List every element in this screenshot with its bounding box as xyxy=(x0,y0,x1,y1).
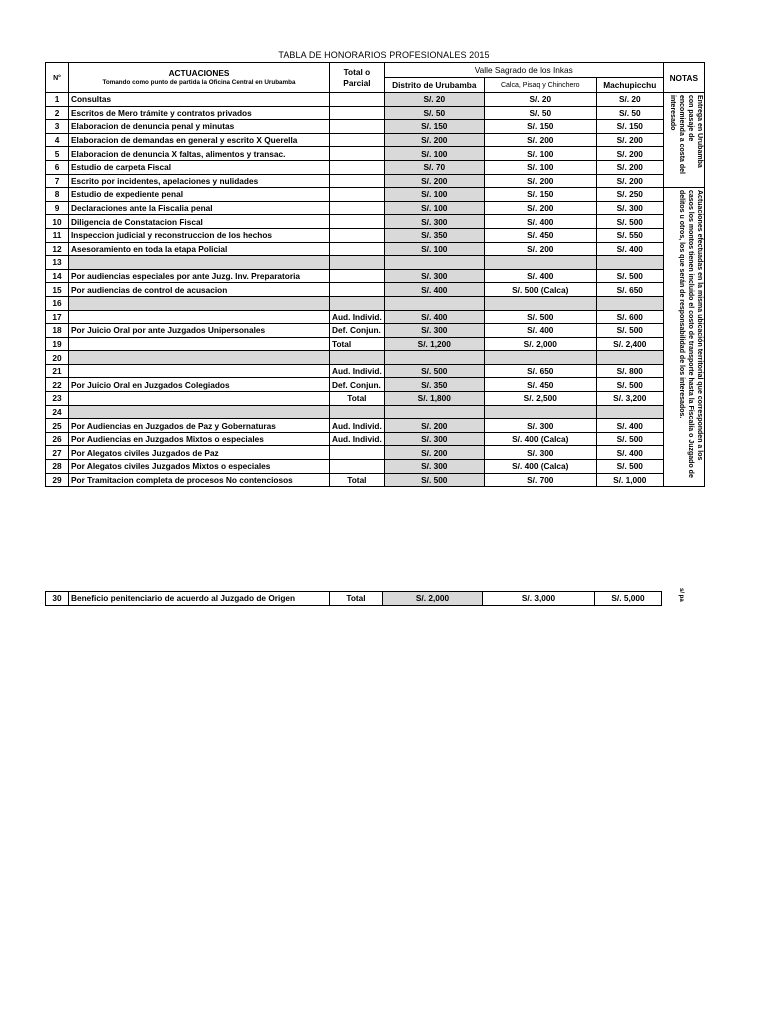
row-distrito-amount: S/. 350 xyxy=(384,378,484,392)
row-machu-amount: S/. 250 xyxy=(596,188,663,202)
row-description: Diligencia de Constatacion Fiscal xyxy=(69,215,330,229)
row-partial xyxy=(330,174,385,188)
row-number: 6 xyxy=(46,160,69,174)
row-distrito-amount: S/. 1,800 xyxy=(384,392,484,406)
table-row xyxy=(46,160,705,174)
row-description: Por Alegatos civiles Juzgados Mixtos o especiales xyxy=(69,460,330,474)
row-machu-amount: S/. 500 xyxy=(596,432,663,446)
row-description: Asesoramiento en toda la etapa Policial xyxy=(69,242,330,256)
row-description: Escrito por incidentes, apelaciones y nulidades xyxy=(69,174,330,188)
row-calca-amount: S/. 200 xyxy=(484,242,596,256)
row-calca-amount xyxy=(484,256,596,270)
row-machu-amount: S/. 200 xyxy=(596,160,663,174)
row-number: 7 xyxy=(46,174,69,188)
row-distrito-amount: S/. 2,000 xyxy=(383,592,483,606)
table-row xyxy=(46,419,705,433)
row-description xyxy=(69,364,330,378)
row-number: 4 xyxy=(46,133,69,147)
row-distrito-amount: S/. 20 xyxy=(384,93,484,107)
row-description: Consultas xyxy=(69,93,330,107)
row-partial xyxy=(330,351,385,365)
row-partial xyxy=(330,133,385,147)
header-actuaciones xyxy=(69,63,330,93)
row-partial: Aud. Individ. xyxy=(330,310,385,324)
row-number: 26 xyxy=(46,432,69,446)
row-description: Por Audiencias en Juzgados de Paz y Gobernaturas xyxy=(69,419,330,433)
row-number: 25 xyxy=(46,419,69,433)
header-notas: NOTAS xyxy=(663,63,704,93)
row-number: 8 xyxy=(46,188,69,202)
header-actuaciones-label: ACTUACIONES xyxy=(168,67,230,78)
table-row xyxy=(46,283,705,297)
row-number: 24 xyxy=(46,405,69,419)
row-distrito-amount: S/. 300 xyxy=(384,324,484,338)
row-calca-amount: S/. 20 xyxy=(484,93,596,107)
row-machu-amount: S/. 400 xyxy=(596,419,663,433)
row-description: Por Juicio Oral en Juzgados Colegiados xyxy=(69,378,330,392)
row-machu-amount: S/. 400 xyxy=(596,446,663,460)
notes-text: Entrega en Urubamba con pasaje de encomienda a costa del interesado xyxy=(668,95,703,174)
row-description: Elaboracion de denuncia X faltas, alimentos y transac. xyxy=(69,147,330,161)
header-distrito: Distrito de Urubamba xyxy=(384,78,484,93)
row-machu-amount: S/. 400 xyxy=(596,242,663,256)
row-number: 30 xyxy=(46,592,69,606)
row-distrito-amount xyxy=(384,351,484,365)
row-partial xyxy=(330,269,385,283)
row-partial xyxy=(330,256,385,270)
header-calca: Calca, Pisaq y Chinchero xyxy=(484,78,596,93)
row-distrito-amount xyxy=(384,296,484,310)
row-calca-amount: S/. 650 xyxy=(484,364,596,378)
row-partial xyxy=(330,215,385,229)
row-calca-amount: S/. 300 xyxy=(484,419,596,433)
row-partial xyxy=(330,106,385,120)
row-partial xyxy=(330,120,385,134)
row-distrito-amount: S/. 100 xyxy=(384,201,484,215)
row-number: 2 xyxy=(46,106,69,120)
row-machu-amount: S/. 500 xyxy=(596,324,663,338)
row-calca-amount: S/. 700 xyxy=(484,473,596,487)
row-distrito-amount: S/. 300 xyxy=(384,432,484,446)
row-partial: Def. Conjun. xyxy=(330,378,385,392)
header-total-parcial: Total o Parcial xyxy=(330,63,385,93)
row-number: 28 xyxy=(46,460,69,474)
table-row xyxy=(46,256,705,270)
row-number: 14 xyxy=(46,269,69,283)
row-description: Por Tramitacion completa de procesos No contenciosos xyxy=(69,473,330,487)
row-partial: Aud. Individ. xyxy=(330,364,385,378)
row-description: Escritos de Mero trámite y contratos privados xyxy=(69,106,330,120)
header-number: N° xyxy=(46,63,69,93)
table-row xyxy=(46,242,705,256)
fees-table-row-30 xyxy=(45,591,662,606)
row-description: Por audiencias especiales por ante Juzg. Inv. Preparatoria xyxy=(69,269,330,283)
table-row xyxy=(46,378,705,392)
row-number: 12 xyxy=(46,242,69,256)
row-distrito-amount: S/. 350 xyxy=(384,228,484,242)
row-partial xyxy=(330,188,385,202)
row-calca-amount xyxy=(484,351,596,365)
table-row xyxy=(46,432,705,446)
header-actuaciones-sub: Tomando como punto de partida la Oficina Central en Urubamba xyxy=(102,78,296,86)
table-row xyxy=(46,310,705,324)
row-partial xyxy=(330,405,385,419)
row-machu-amount: S/. 200 xyxy=(596,133,663,147)
row-partial: Total xyxy=(330,473,385,487)
row-description: Por Alegatos civiles Juzgados de Paz xyxy=(69,446,330,460)
row-description: Estudio de carpeta Fiscal xyxy=(69,160,330,174)
table-row xyxy=(46,215,705,229)
header-valle: Valle Sagrado de los Inkas xyxy=(384,63,663,78)
row-partial xyxy=(330,283,385,297)
row-machu-amount: S/. 5,000 xyxy=(595,592,662,606)
row-number: 16 xyxy=(46,296,69,310)
row-machu-amount: S/. 600 xyxy=(596,310,663,324)
table-row xyxy=(46,147,705,161)
row-distrito-amount: S/. 70 xyxy=(384,160,484,174)
row-distrito-amount: S/. 400 xyxy=(384,310,484,324)
row-distrito-amount: S/. 1,200 xyxy=(384,337,484,351)
row-description xyxy=(69,256,330,270)
table-row xyxy=(46,460,705,474)
row-calca-amount: S/. 400 (Calca) xyxy=(484,460,596,474)
page-title: TABLA DE HONORARIOS PROFESIONALES 2015 xyxy=(278,50,490,60)
row-description: Elaboracion de demandas en general y escrito X Querella xyxy=(69,133,330,147)
table-row xyxy=(46,473,705,487)
table-row xyxy=(46,392,705,406)
row-machu-amount xyxy=(596,351,663,365)
table-row xyxy=(46,228,705,242)
row-partial xyxy=(330,147,385,161)
row-calca-amount: S/. 400 (Calca) xyxy=(484,432,596,446)
row-partial: Total xyxy=(330,592,383,606)
row-machu-amount: S/. 50 xyxy=(596,106,663,120)
row-description: Inspeccion judicial y reconstruccion de los hechos xyxy=(69,228,330,242)
row-number: 18 xyxy=(46,324,69,338)
row-number: 20 xyxy=(46,351,69,365)
row-partial: Total xyxy=(330,337,385,351)
row-description xyxy=(69,351,330,365)
row-calca-amount: S/. 2,000 xyxy=(484,337,596,351)
row-number: 15 xyxy=(46,283,69,297)
table-row xyxy=(46,93,705,107)
row-machu-amount xyxy=(596,256,663,270)
row-calca-amount: S/. 400 xyxy=(484,324,596,338)
row-distrito-amount: S/. 150 xyxy=(384,120,484,134)
table-row xyxy=(46,405,705,419)
row-number: 27 xyxy=(46,446,69,460)
row-distrito-amount: S/. 200 xyxy=(384,174,484,188)
row-number: 21 xyxy=(46,364,69,378)
table-row xyxy=(46,120,705,134)
fees-table xyxy=(45,62,705,487)
notes-group-1 xyxy=(663,93,704,188)
row-partial xyxy=(330,201,385,215)
table-row xyxy=(46,592,662,606)
row-machu-amount: S/. 800 xyxy=(596,364,663,378)
row-distrito-amount xyxy=(384,256,484,270)
row-description: Por Juicio Oral por ante Juzgados Unipersonales xyxy=(69,324,330,338)
row-machu-amount: S/. 200 xyxy=(596,147,663,161)
row-number: 19 xyxy=(46,337,69,351)
row-partial: Aud. Individ. xyxy=(330,419,385,433)
row-machu-amount: S/. 150 xyxy=(596,120,663,134)
table-row xyxy=(46,351,705,365)
notes-group-2 xyxy=(663,188,704,487)
row-calca-amount: S/. 450 xyxy=(484,228,596,242)
row-machu-amount: S/. 500 xyxy=(596,378,663,392)
row-partial xyxy=(330,296,385,310)
table-row xyxy=(46,269,705,283)
row30-note: s/ pa xyxy=(678,588,684,602)
row-distrito-amount: S/. 500 xyxy=(384,364,484,378)
row-description xyxy=(69,296,330,310)
row-calca-amount: S/. 400 xyxy=(484,215,596,229)
row-machu-amount: S/. 20 xyxy=(596,93,663,107)
row-number: 9 xyxy=(46,201,69,215)
row-machu-amount: S/. 2,400 xyxy=(596,337,663,351)
table-row xyxy=(46,188,705,202)
row-partial: Def. Conjun. xyxy=(330,324,385,338)
row-machu-amount: S/. 550 xyxy=(596,228,663,242)
row-calca-amount: S/. 500 (Calca) xyxy=(484,283,596,297)
row-description xyxy=(69,405,330,419)
row-calca-amount: S/. 150 xyxy=(484,188,596,202)
row-number: 5 xyxy=(46,147,69,161)
row-number: 13 xyxy=(46,256,69,270)
row-distrito-amount: S/. 300 xyxy=(384,215,484,229)
row-number: 29 xyxy=(46,473,69,487)
row-calca-amount: S/. 3,000 xyxy=(483,592,595,606)
row-distrito-amount: S/. 200 xyxy=(384,446,484,460)
row-distrito-amount: S/. 100 xyxy=(384,147,484,161)
row-distrito-amount: S/. 500 xyxy=(384,473,484,487)
row-partial xyxy=(330,242,385,256)
table-row xyxy=(46,296,705,310)
row-machu-amount: S/. 3,200 xyxy=(596,392,663,406)
row-description xyxy=(69,337,330,351)
row-partial xyxy=(330,446,385,460)
row-partial xyxy=(330,228,385,242)
row-distrito-amount: S/. 50 xyxy=(384,106,484,120)
row-machu-amount xyxy=(596,296,663,310)
row-distrito-amount: S/. 300 xyxy=(384,460,484,474)
row-distrito-amount: S/. 200 xyxy=(384,133,484,147)
row-machu-amount: S/. 1,000 xyxy=(596,473,663,487)
row-partial xyxy=(330,460,385,474)
row-distrito-amount: S/. 100 xyxy=(384,188,484,202)
row-description xyxy=(69,310,330,324)
row-calca-amount: S/. 500 xyxy=(484,310,596,324)
table-row xyxy=(46,324,705,338)
row-calca-amount: S/. 100 xyxy=(484,160,596,174)
row-number: 23 xyxy=(46,392,69,406)
row-description: Declaraciones ante la Fiscalia penal xyxy=(69,201,330,215)
row-number: 10 xyxy=(46,215,69,229)
row-calca-amount: S/. 200 xyxy=(484,174,596,188)
row-calca-amount: S/. 450 xyxy=(484,378,596,392)
table-row xyxy=(46,446,705,460)
row-distrito-amount: S/. 200 xyxy=(384,419,484,433)
row-calca-amount: S/. 300 xyxy=(484,446,596,460)
row-calca-amount: S/. 200 xyxy=(484,201,596,215)
row-machu-amount: S/. 500 xyxy=(596,215,663,229)
row-calca-amount xyxy=(484,296,596,310)
table-row xyxy=(46,133,705,147)
row-distrito-amount: S/. 400 xyxy=(384,283,484,297)
row-machu-amount: S/. 650 xyxy=(596,283,663,297)
row-number: 17 xyxy=(46,310,69,324)
row-machu-amount xyxy=(596,405,663,419)
row-number: 11 xyxy=(46,228,69,242)
row-distrito-amount xyxy=(384,405,484,419)
row-calca-amount: S/. 50 xyxy=(484,106,596,120)
row-calca-amount: S/. 2,500 xyxy=(484,392,596,406)
row-machu-amount: S/. 200 xyxy=(596,174,663,188)
row-machu-amount: S/. 300 xyxy=(596,201,663,215)
row-machu-amount: S/. 500 xyxy=(596,269,663,283)
row-partial xyxy=(330,160,385,174)
row-machu-amount: S/. 500 xyxy=(596,460,663,474)
row-number: 1 xyxy=(46,93,69,107)
table-row xyxy=(46,174,705,188)
row-description: Elaboracion de denuncia penal y minutas xyxy=(69,120,330,134)
row-description: Por Audiencias en Juzgados Mixtos o especiales xyxy=(69,432,330,446)
row-description: Por audiencias de control de acusacion xyxy=(69,283,330,297)
row-distrito-amount: S/. 300 xyxy=(384,269,484,283)
table-row xyxy=(46,364,705,378)
row-number: 3 xyxy=(46,120,69,134)
row-description: Estudio de expediente penal xyxy=(69,188,330,202)
row-number: 22 xyxy=(46,378,69,392)
row-description: Beneficio penitenciario de acuerdo al Juzgado de Origen xyxy=(69,592,330,606)
row-partial: Aud. Individ. xyxy=(330,432,385,446)
row-calca-amount xyxy=(484,405,596,419)
row-distrito-amount: S/. 100 xyxy=(384,242,484,256)
row-calca-amount: S/. 400 xyxy=(484,269,596,283)
table-row xyxy=(46,201,705,215)
table-row xyxy=(46,337,705,351)
header-machu: Machupicchu xyxy=(596,78,663,93)
row-calca-amount: S/. 100 xyxy=(484,147,596,161)
notes-text: Actuaciones efectuadas en la misma ubicación territorial que corresponden a los casos los montos tienen incluido el costo de transporte hasta la Fiscalía o Juzgado de delitos u otros, los que serán de responsabilidad de los interesados. xyxy=(677,190,703,479)
row-partial xyxy=(330,93,385,107)
row-calca-amount: S/. 150 xyxy=(484,120,596,134)
row-description xyxy=(69,392,330,406)
table-row xyxy=(46,106,705,120)
row-calca-amount: S/. 200 xyxy=(484,133,596,147)
row-partial: Total xyxy=(330,392,385,406)
